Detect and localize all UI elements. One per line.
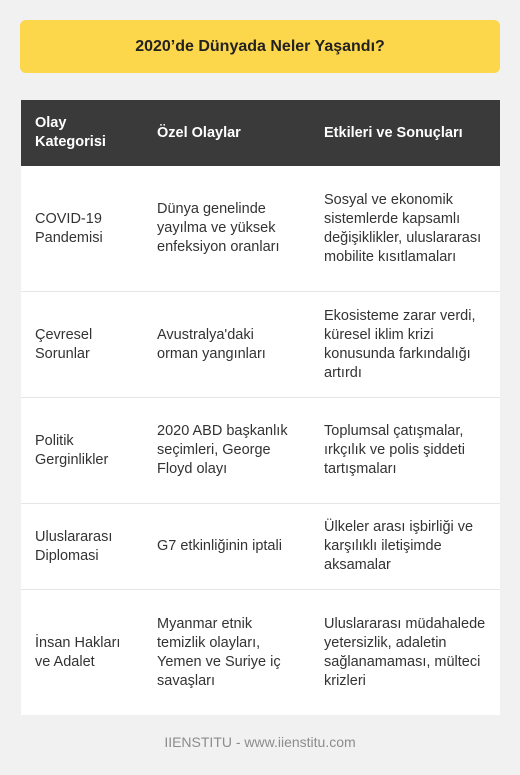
cell-category: Çevresel Sorunlar bbox=[21, 292, 143, 398]
cell-effects: Sosyal ve ekonomik sistemlerde kapsamlı değişiklikler, uluslararası mobilite kısıtlamaları bbox=[310, 166, 500, 292]
page-title: 2020’de Dünyada Neler Yaşandı? bbox=[20, 20, 500, 73]
header-events: Özel Olaylar bbox=[143, 100, 310, 166]
cell-events: G7 etkinliğinin iptali bbox=[143, 504, 310, 590]
cell-category: Uluslararası Diplomasi bbox=[21, 504, 143, 590]
table-header-row bbox=[21, 100, 500, 166]
cell-events: 2020 ABD başkanlık seçimleri, George Floyd olayı bbox=[143, 398, 310, 504]
cell-events: Avustralya'daki orman yangınları bbox=[143, 292, 310, 398]
cell-category: Politik Gerginlikler bbox=[21, 398, 143, 504]
cell-category: COVID-19 Pandemisi bbox=[21, 166, 143, 292]
footer-credit: IIENSTITU - www.iienstitu.com bbox=[164, 734, 356, 750]
cell-category: İnsan Hakları ve Adalet bbox=[21, 590, 143, 716]
table-row bbox=[21, 504, 500, 590]
table-row bbox=[21, 590, 500, 716]
cell-effects: Uluslararası müdahalede yetersizlik, adaletin sağlanamaması, mülteci krizleri bbox=[310, 590, 500, 716]
cell-effects: Ekosisteme zarar verdi, küresel iklim krizi konusunda farkındalığı artırdı bbox=[310, 292, 500, 398]
cell-effects: Ülkeler arası işbirliği ve karşılıklı iletişimde aksamalar bbox=[310, 504, 500, 590]
header-effects: Etkileri ve Sonuçları bbox=[310, 100, 500, 166]
events-table bbox=[21, 100, 500, 715]
cell-effects: Toplumsal çatışmalar, ırkçılık ve polis şiddeti tartışmaları bbox=[310, 398, 500, 504]
table-row bbox=[21, 292, 500, 398]
table-row bbox=[21, 166, 500, 292]
header-category: Olay Kategorisi bbox=[21, 100, 143, 166]
cell-events: Dünya genelinde yayılma ve yüksek enfeksiyon oranları bbox=[143, 166, 310, 292]
cell-events: Myanmar etnik temizlik olayları, Yemen ve Suriye iç savaşları bbox=[143, 590, 310, 716]
table-row bbox=[21, 398, 500, 504]
